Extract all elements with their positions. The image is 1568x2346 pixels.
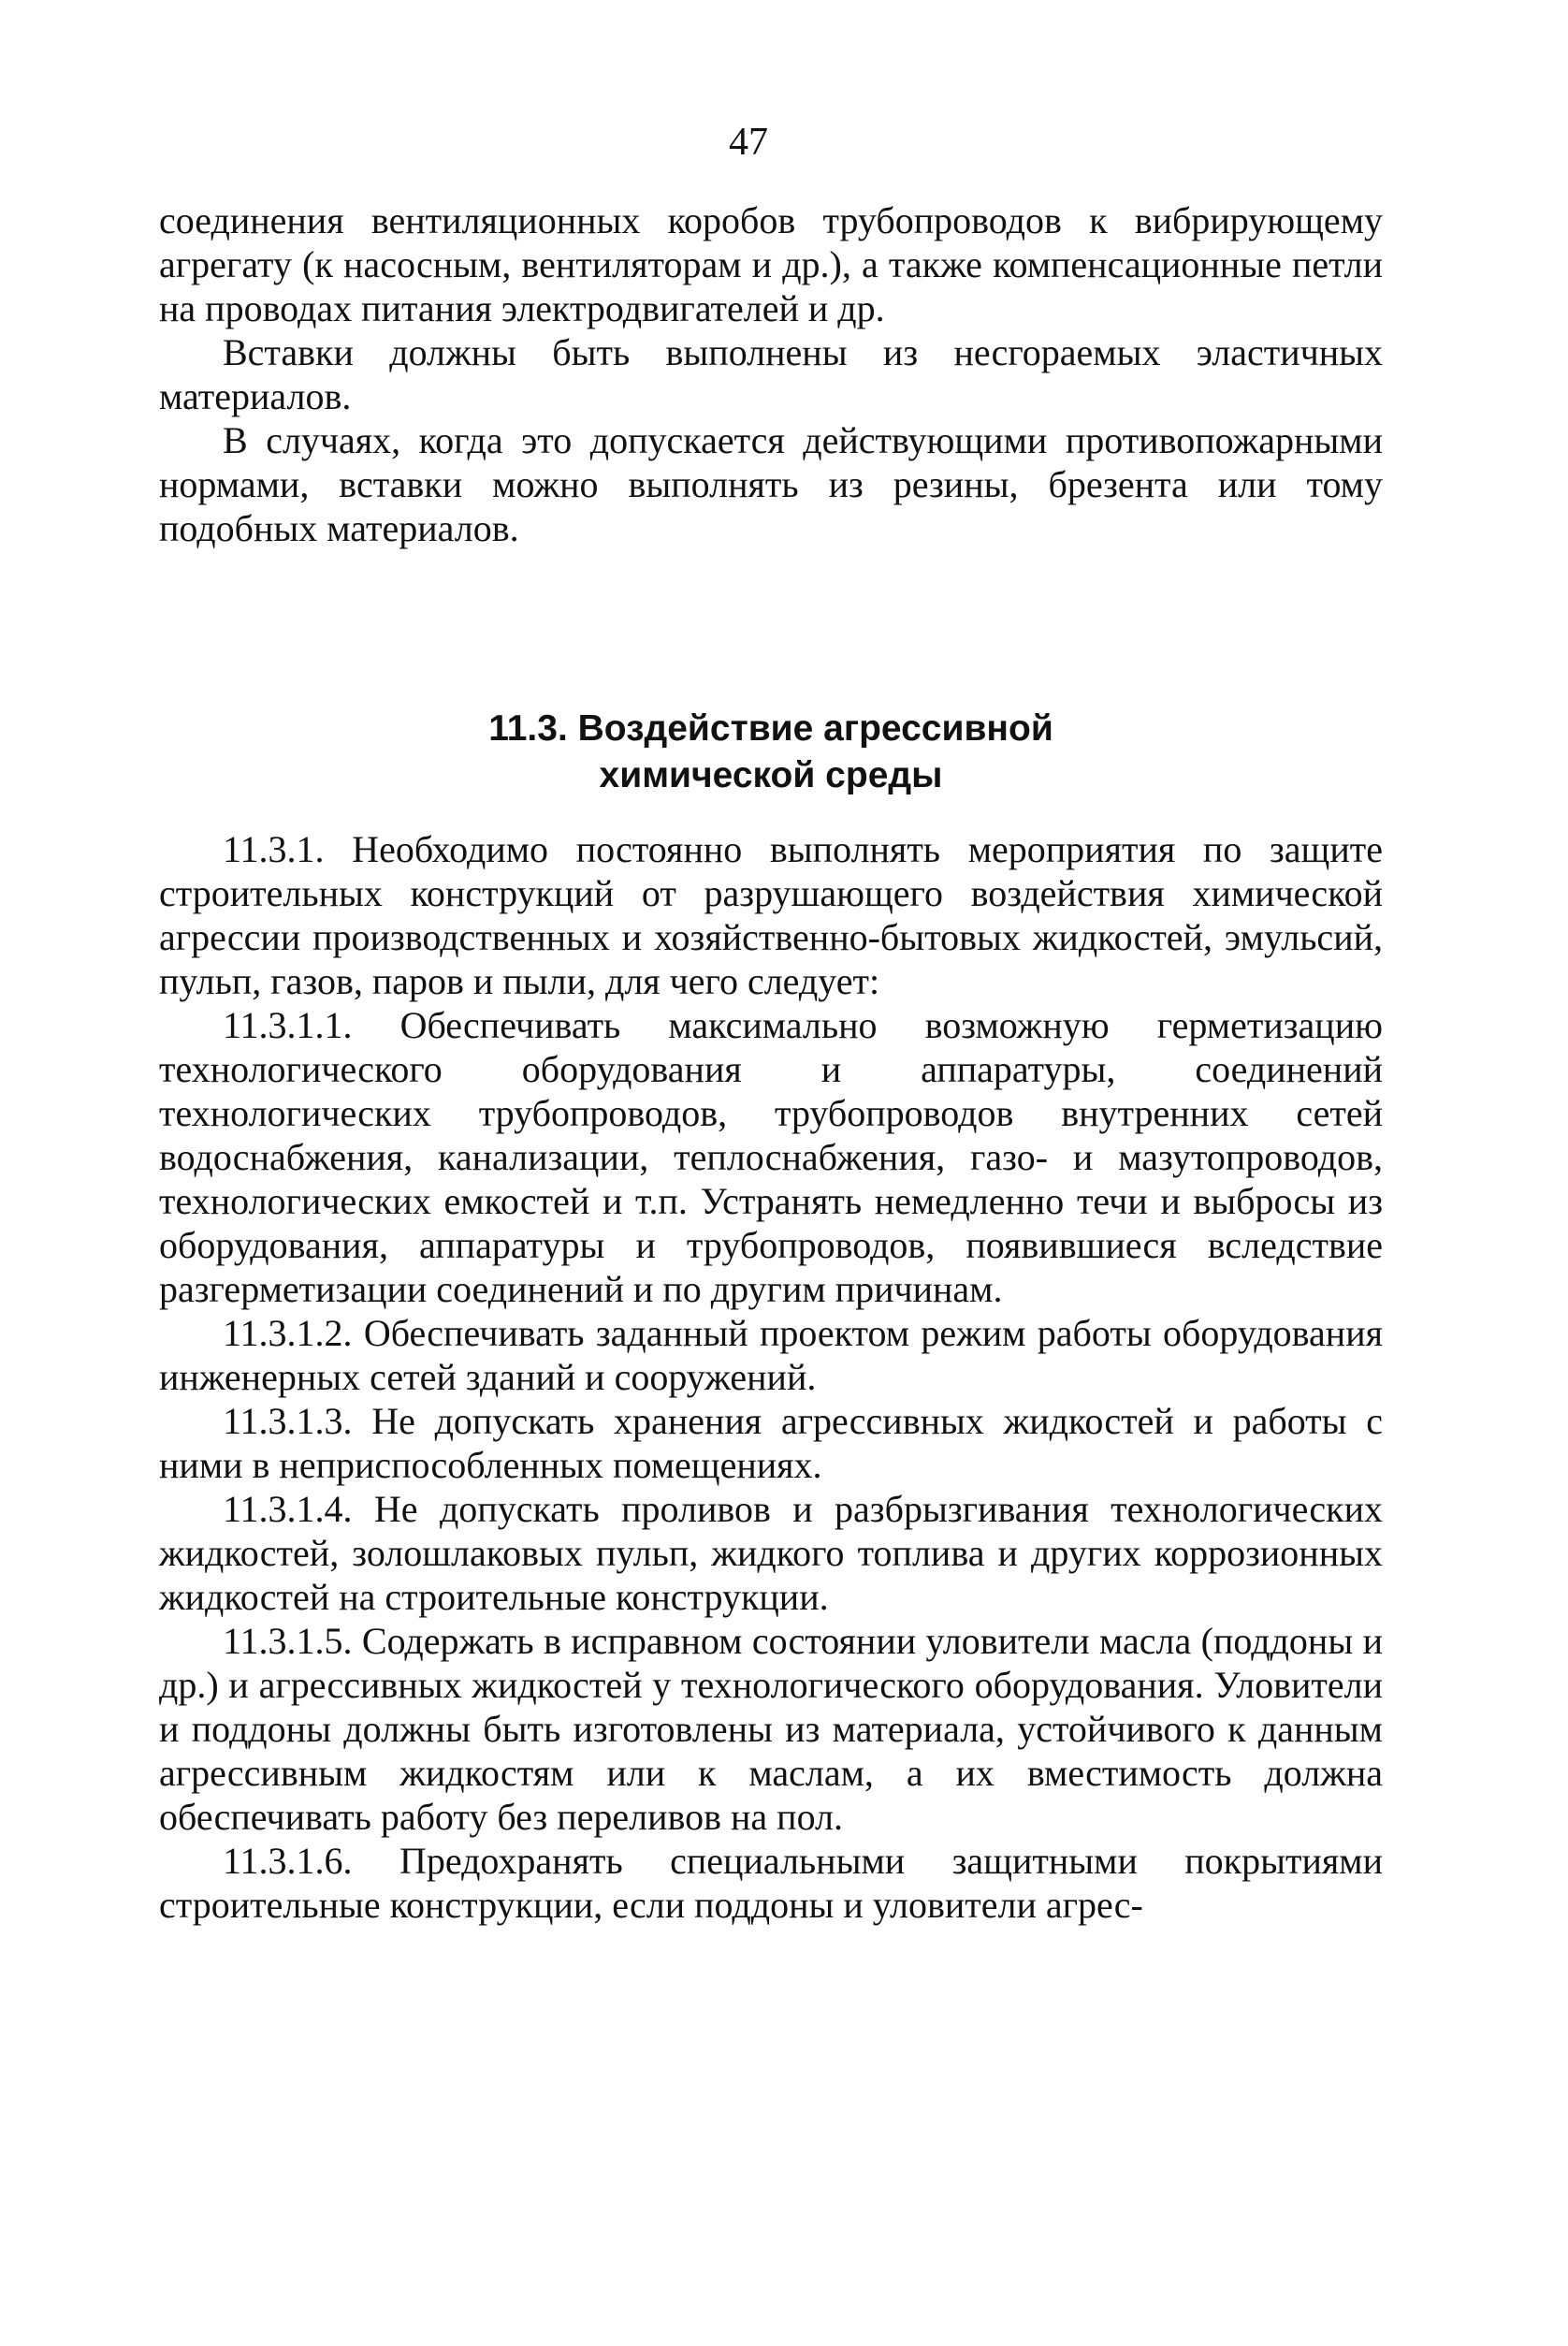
paragraph-inserts-alternatives: В случаях, когда это допускается действующими противопожарными нормами, вставки можно выполнять из резины, брезента или тому подобных материалов. — [159, 419, 1383, 549]
clause-11-3-1-3: 11.3.1.3. Не допускать хранения агрессивных жидкостей и работы с ними в неприспособленных помещениях. — [159, 1400, 1383, 1486]
paragraph-continuation: соединения вентиляционных коробов трубопроводов к вибрирующему агрегату (к насосным, вентиляторам и др.), а также компенсационные петли на проводах питания электродвигателей и др. — [159, 199, 1383, 329]
section-heading-line-2: химической среды — [599, 755, 943, 795]
section-heading — [159, 706, 1383, 799]
page-number: 47 — [729, 121, 768, 164]
clause-11-3-1-1: 11.3.1.1. Обеспечивать максимально возможную герметизацию технологического оборудования и аппаратуры, соединений технологических трубопроводов, трубопроводов внутренних сетей водоснабжения, канализации, теплоснабжения, газо- и мазутопроводов, технологических емкостей и т.п. Устранять немедленно течи и выбросы из оборудования, аппаратуры и трубопроводов, появившиеся вследствие разгерметизации соединений и по другим причинам. — [159, 1004, 1383, 1310]
clause-11-3-1-5: 11.3.1.5. Содержать в исправном состоянии уловители масла (поддоны и др.) и агрессивных жидкостей у технологического оборудования. Уловители и поддоны должны быть изготовлены из материала, устойчивого к данным агрессивным жидкостям или к маслам, а их вместимость должна обеспечивать работу без переливов на пол. — [159, 1620, 1383, 1838]
clause-11-3-1: 11.3.1. Необходимо постоянно выполнять мероприятия по защите строительных конструкций от разрушающего воздействия химической агрессии производственных и хозяйственно-бытовых жидкостей, эмульсий, пульп, газов, паров и пыли, для чего следует: — [159, 828, 1383, 1002]
clause-11-3-1-6: 11.3.1.6. Предохранять специальными защитными покрытиями строительные конструкции, если поддоны и уловители агрес- — [159, 1840, 1383, 1926]
clause-11-3-1-2: 11.3.1.2. Обеспечивать заданный проектом режим работы оборудования инженерных сетей зданий и сооружений. — [159, 1312, 1383, 1398]
paragraph-inserts-materials: Вставки должны быть выполнены из несгораемых эластичных материалов. — [159, 331, 1383, 417]
section-heading-line-1: 11.3. Воздействие агрессивной — [488, 708, 1053, 749]
clause-11-3-1-4: 11.3.1.4. Не допускать проливов и разбрызгивания технологических жидкостей, золошлаковых пульп, жидкого топлива и других коррозионных жидкостей на строительные конструкции. — [159, 1488, 1383, 1618]
section-11-3 — [159, 706, 1383, 1927]
continuation-text — [159, 198, 1383, 550]
